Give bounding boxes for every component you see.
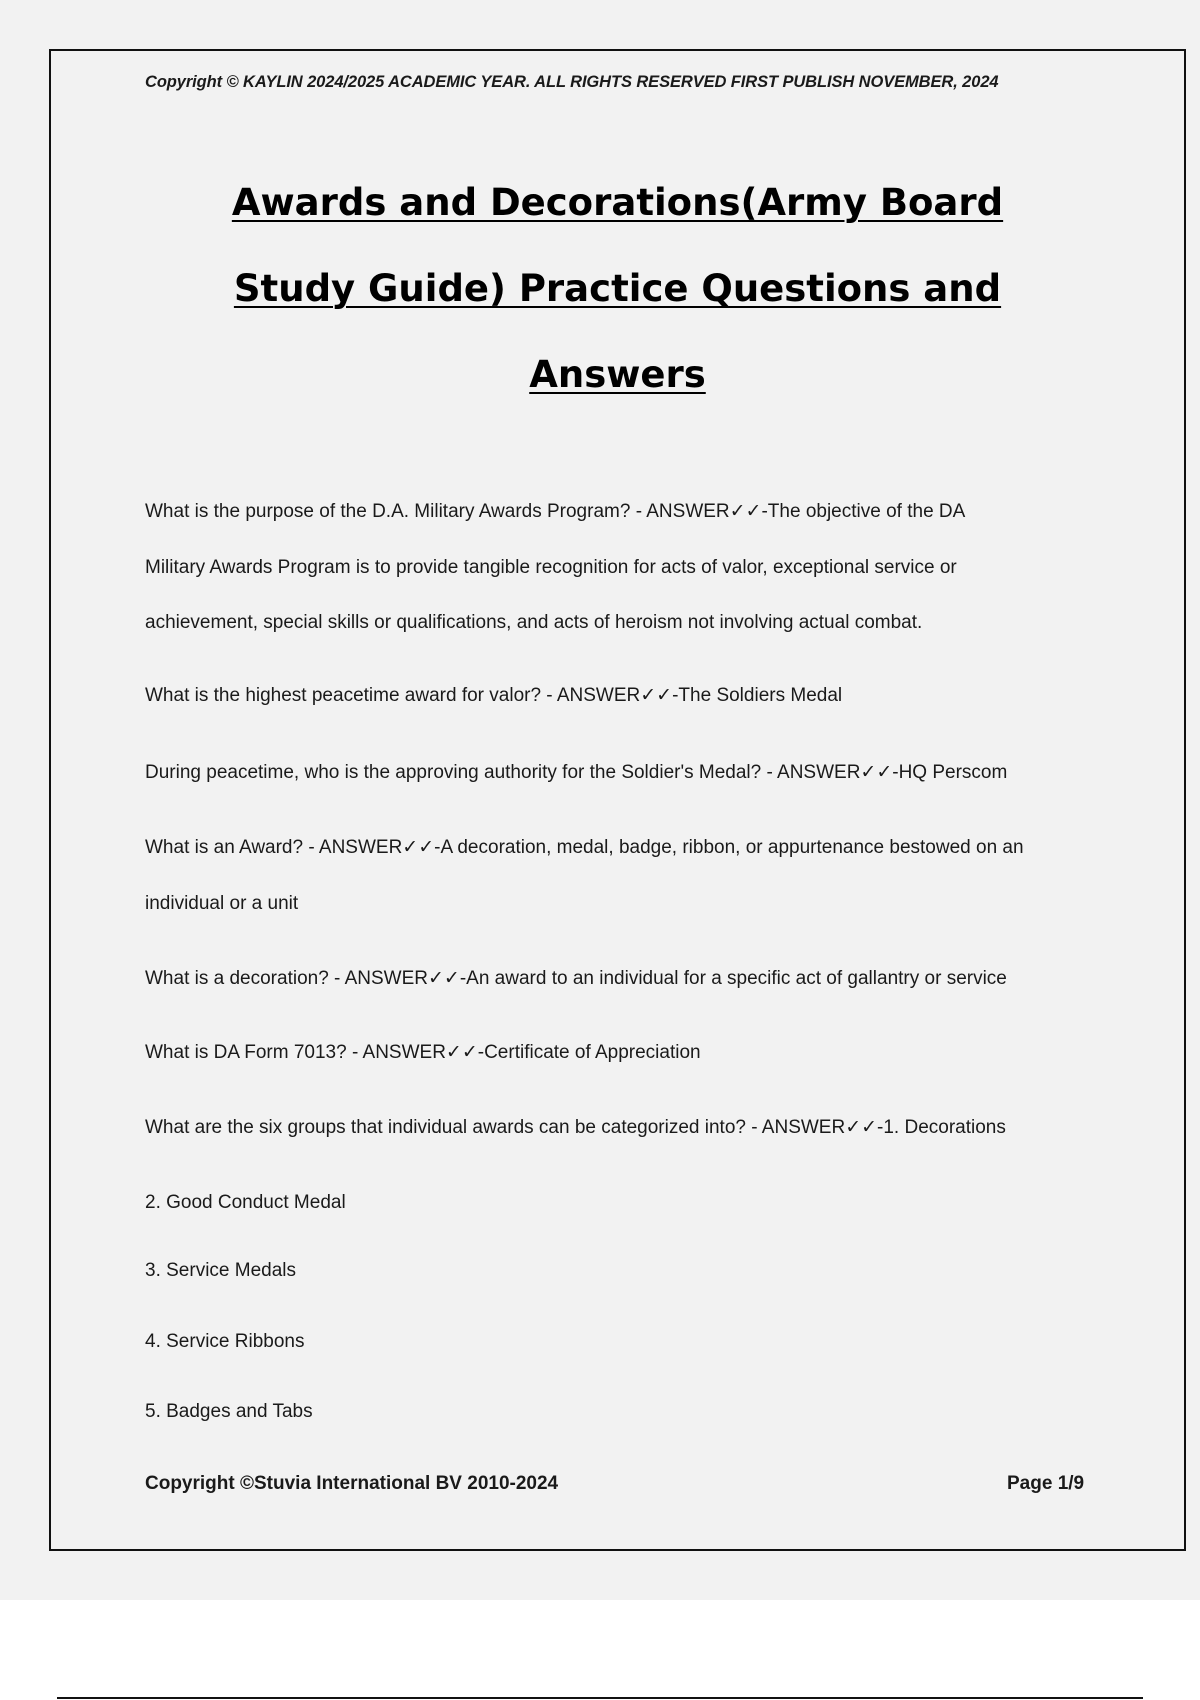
next-page-top-rule	[57, 1697, 1143, 1699]
qa-line: During peacetime, who is the approving authority for the Soldier's Medal? - ANSWER✓✓-HQ Perscom	[145, 762, 1008, 783]
qa-line: 2. Good Conduct Medal	[145, 1192, 346, 1213]
page-number: Page 1/9	[1007, 1473, 1085, 1494]
qa-line: What is a decoration? - ANSWER✓✓-An award to an individual for a specific act of gallantry or service	[145, 968, 1007, 989]
title-line: Study Guide) Practice Questions and	[233, 267, 1002, 310]
qa-line: achievement, special skills or qualifications, and acts of heroism not involving actual combat.	[145, 612, 923, 633]
qa-line: What is the highest peacetime award for valor? - ANSWER✓✓-The Soldiers Medal	[145, 685, 843, 706]
qa-line: 4. Service Ribbons	[145, 1331, 305, 1352]
document-title	[130, 160, 1105, 418]
qa-line: Military Awards Program is to provide tangible recognition for acts of valor, exceptional service or	[145, 557, 957, 578]
qa-line: What is an Award? - ANSWER✓✓-A decoration, medal, badge, ribbon, or appurtenance bestowed on an	[145, 837, 1024, 858]
qa-line: 5. Badges and Tabs	[145, 1401, 313, 1422]
title-line: Awards and Decorations(Army Board	[231, 181, 1004, 224]
qa-line: What are the six groups that individual awards can be categorized into? - ANSWER✓✓-1. Decorations	[145, 1117, 1006, 1138]
header-copyright: Copyright © KAYLIN 2024/2025 ACADEMIC YEAR. ALL RIGHTS RESERVED FIRST PUBLISH NOVEMBER, 2024	[145, 73, 999, 91]
footer-copyright: Copyright ©Stuvia International BV 2010-2024	[145, 1473, 559, 1494]
qa-line: 3. Service Medals	[145, 1260, 297, 1281]
qa-line: What is the purpose of the D.A. Military Awards Program? - ANSWER✓✓-The objective of the DA	[145, 501, 966, 522]
qa-line: What is DA Form 7013? - ANSWER✓✓-Certificate of Appreciation	[145, 1042, 701, 1063]
qa-line: individual or a unit	[145, 893, 299, 914]
title-line: Answers	[529, 353, 706, 396]
